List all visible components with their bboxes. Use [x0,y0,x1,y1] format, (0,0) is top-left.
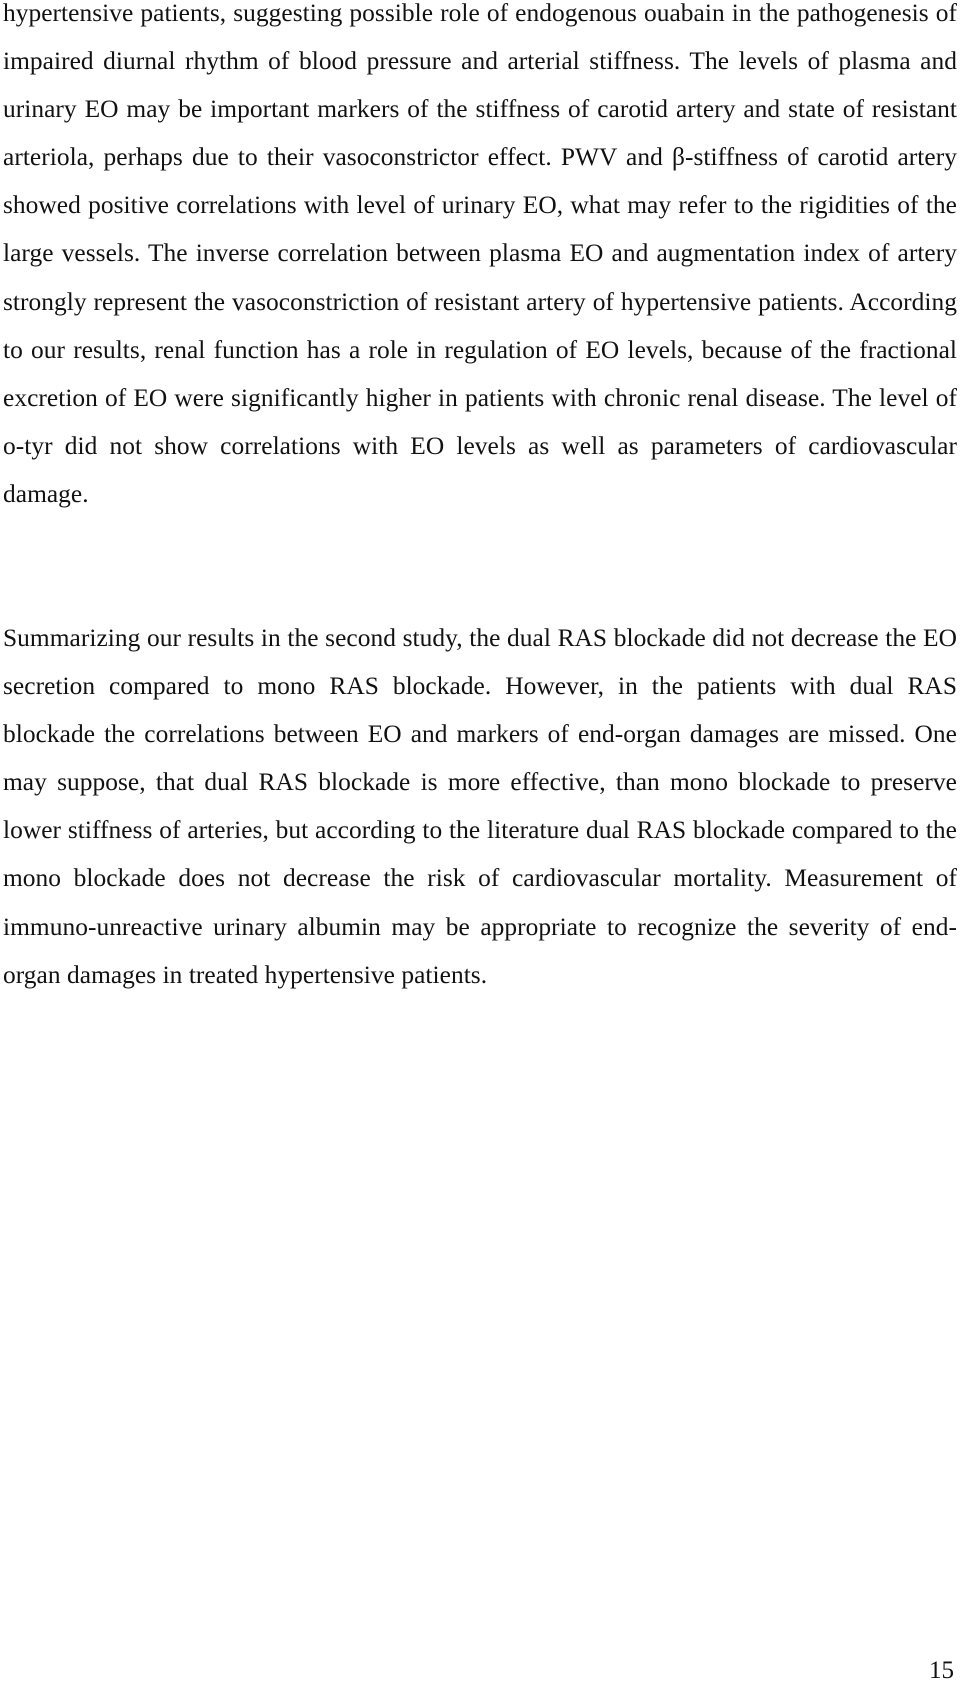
page-number: 15 [929,1657,954,1684]
body-paragraph-2: Summarizing our results in the second study, the dual RAS blockade did not decrease the EO secretion compared to mono RAS blockade. However, in the patients with dual RAS blockade the correlations between EO and markers of end-organ damages are missed. One may suppose, that dual RAS blockade is more effective, than mono blockade to preserve lower stiffness of arteries, but according to the literature dual RAS blockade compared to the mono blockade does not decrease the risk of cardiovascular mortality. Measurement of immuno-unreactive urinary albumin may be appropriate to recognize the severity of end-organ damages in treated hypertensive patients. [3,624,957,989]
body-paragraph-1: hypertensive patients, suggesting possible role of endogenous ouabain in the pathogenesis of impaired diurnal rhythm of blood pressure and arterial stiffness. The levels of plasma and urinary EO may be important markers of the stiffness of carotid artery and state of resistant arteriola, perhaps due to their vasoconstrictor effect. PWV and β-stiffness of carotid artery showed positive correlations with level of urinary EO, what may refer to the rigidities of the large vessels. The inverse correlation between plasma EO and augmentation index of artery strongly represent the vasoconstriction of resistant artery of hypertensive patients. According to our results, renal function has a role in regulation of EO levels, because of the fractional excretion of EO were significantly higher in patients with chronic renal disease. The level of o-tyr did not show correlations with EO levels as well as parameters of cardiovascular damage. [3,0,957,508]
